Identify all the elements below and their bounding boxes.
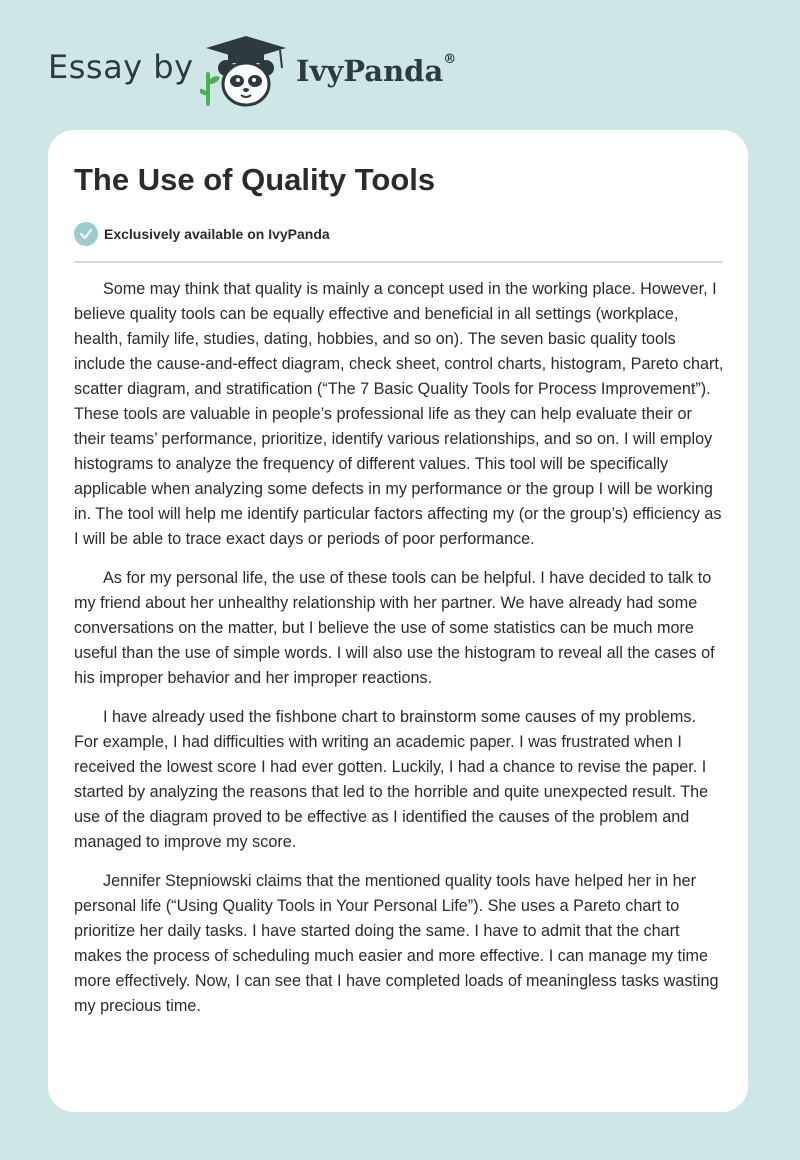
panda-logo-icon[interactable] (200, 34, 292, 110)
brand-name[interactable]: IvyPanda® (296, 52, 457, 88)
paragraph: Some may think that quality is mainly a concept used in the working place. However, I believe quality tools can be equally effective and beneficial in all settings (workplace, health, family life, studies, dating, hobbies, and so on). The seven basic quality tools include the cause-and-effect diagram, check sheet, control charts, histogram, Pareto chart, scatter diagram, and stratification (“The 7 Basic Quality Tools for Process Improvement”). These tools are valuable in people’s professional life as they can help evaluate their or their teams’ performance, prioritize, identify various relationships, and so on. I will employ histograms to analyze the frequency of different values. This tool will be specifically applicable when analyzing some defects in my performance or the group I will be working in. The tool will help me identify particular factors affecting my (or the group’s) efficiency as I will be able to trace exact days or periods of poor performance. (74, 280, 724, 548)
paragraph: I have already used the fishbone chart to brainstorm some causes of my problems. For example, I had difficulties with writing an academic paper. I was frustrated when I received the lowest score I had ever gotten. Luckily, I had a chance to revise the paper. I started by analyzing the reasons that led to the horrible and quite unexpected result. The use of the diagram proved to be effective as I identified the causes of the problem and managed to improve my score. (74, 708, 709, 851)
divider (74, 261, 723, 263)
paragraph: As for my personal life, the use of these tools can be helpful. I have decided to talk to my friend about her unhealthy relationship with her partner. We have already had some conversations on the matter, but I believe the use of some statistics can be much more useful than the use of simple words. I will also use the histogram to reveal all the cases of his improper behavior and her improper reactions. (74, 569, 715, 687)
essay-by-label: Essay by (48, 48, 194, 86)
exclusive-badge (74, 222, 330, 246)
page-title: The Use of Quality Tools (74, 162, 436, 197)
check-icon (74, 222, 98, 246)
essay-body (74, 277, 724, 1033)
essay-card (48, 130, 748, 1112)
exclusive-label: Exclusively available on IvyPanda (104, 226, 330, 242)
site-header (0, 0, 800, 130)
registered-mark: ® (443, 52, 457, 67)
paragraph: Jennifer Stepniowski claims that the mentioned quality tools have helped her in her personal life (“Using Quality Tools in Your Personal Life”). She uses a Pareto chart to prioritize her daily tasks. I have started doing the same. I have to admit that the chart makes the process of scheduling much easier and more effective. I can manage my time more effectively. Now, I can see that I have completed loads of meaningless tasks wasting my precious time. (74, 872, 719, 1015)
